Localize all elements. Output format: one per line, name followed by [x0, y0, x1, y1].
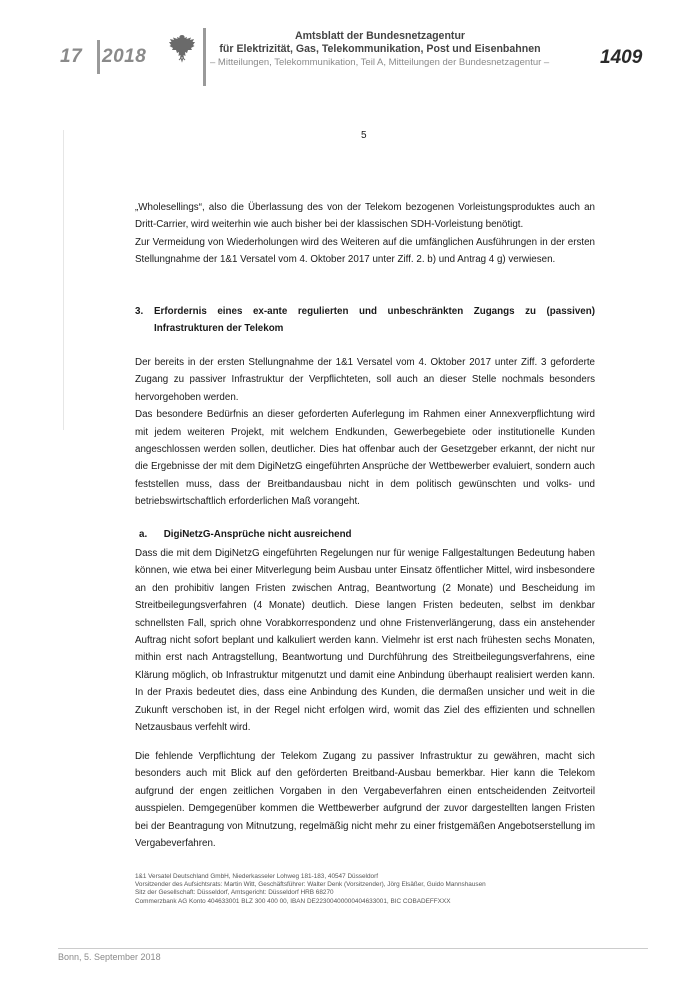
company-footer — [135, 873, 535, 906]
subsection-a-paragraph-1: Dass die mit dem DigiNetzG eingeführten Regelungen nur für wenige Fallgestaltungen Bedeutung haben können, wie etwa bei einer Mitverlegung beim Ausbau unter Einsatz öffentlicher Mittel, wird insbesondere an den prohibitiv langen Fristen zwischen Antrag, Beantwortung (2 Monate) und Bescheidung im Streitbeilegungsverfahren (4 Monate) deutlich. Diese langen Fristen bedeuten, selbst im denkbar schnellsten Fall, sprich ohne Vorabkorrespondenz und ohne Fristenverlängerung, dass ein anstehender Auftrag nicht sofort beplant und kalkuliert werden kann. Vielmehr ist erst nach frühesten sechs Monaten, mithin erst nach Antragstellung, Beantwortung und Durchführung des Streitbeilegungsverfahrens, eine Klärung möglich, ob Infrastruktur mitgenutzt und damit eine Anbindung überhaupt realisiert werden kann. In der Praxis bedeutet dies, dass eine Anbindung des Kunden, die dermaßen unsicher und weit in die Zukunft verschoben ist, in der Regel nicht erfolgen wird, womit das Ziel des effizienten und schnellen Netzausbaus verfehlt wird. — [135, 548, 595, 734]
company-footer-line3: Sitz der Gesellschaft: Düsseldorf, Amtsgericht: Düsseldorf HRB 68270 — [135, 889, 334, 897]
section-3-paragraph-1: Der bereits in der ersten Stellungnahme der 1&1 Versatel vom 4. Oktober 2017 unter Ziff. 3 geforderte Zugang zu passiver Infrastruktur der Verpflichteten, soll auch an dieser Stelle nochmals besonders hervorgehoben werden. — [135, 357, 595, 403]
section-3-body — [135, 354, 595, 511]
intro-paragraph: „Wholesellings“, also die Überlassung des von der Telekom bezogenen Vorleistungsproduktes auch an Dritt-Carrier, wird weiterhin wie auch bisher bei der klassischen SDH-Vorleistung benötigt. — [135, 202, 595, 231]
section-3-number: 3. — [135, 306, 144, 317]
subsection-a-title: DigiNetzG-Ansprüche nicht ausreichend — [163, 529, 352, 540]
subsection-a-paragraph-2: Die fehlende Verpflichtung der Telekom Zugang zu passiver Infrastruktur zu gewähren, macht sich besonders auch mit Blick auf den geförderten Breitband-Ausbau bemerkbar. Hier kann die Telekom aufgrund der engen zeitlichen Vorgaben in den Vergabeverfahren einen entscheidenden Zeitvorteil ausspielen. Demgegenüber kommen die Wettbewerber aufgrund der zuvor dargestellten langen Fristen bei der Beantragung von Mitnutzung, regelmäßig nicht mehr zu einer fristgemäßen Angebotserstellung im Vergabeverfahren. — [135, 751, 595, 850]
company-footer-line4: Commerzbank AG Konto 404633001 BLZ 300 400 00, IBAN DE22300400000404633001, BIC COBADEFFXXX — [135, 897, 451, 905]
page-number: 1409 — [600, 47, 643, 68]
scan-margin-line — [63, 130, 64, 430]
company-footer-line2: Vorsitzender des Aufsichtsrats: Martin Witt, Geschäftsführer: Walter Denk (Vorsitzender), Jörg Elsäßer, Guido Mannshausen — [135, 881, 486, 889]
federal-eagle-icon — [168, 33, 196, 63]
section-3-paragraph-2: Das besondere Bedürfnis an dieser geforderten Auferlegung im Rahmen einer Annexverpflichtung wird mit jedem weiteren Projekt, mit welchem Endkunden, Gewerbegebiete oder institutionelle Kunden angeschlossen werden sollen, deutlicher. Dies hat offenbar auch der Gesetzgeber erkannt, der nicht nur die Ergebnisse der mit dem DigiNetzG eingeführten Ansprüche der Wettbewerber evaluiert, sondern auch feststellen muss, dass der Breitbandausbau nicht in dem politisch gewünschten und volks- und betriebswirtschaftlich erforderlichen Maß vorangeht. — [135, 409, 595, 508]
section-3-heading — [135, 303, 595, 338]
subsection-a-number: a. — [139, 529, 148, 540]
intro-block — [135, 199, 595, 269]
intro-paragraph-2: Zur Vermeidung von Wiederholungen wird des Weiteren auf die umfänglichen Ausführungen in der ersten Stellungnahme der 1&1 Versatel vom 4. Oktober 2017 unter Ziff. 2. b) und Antrag 4 g) verwiesen. — [135, 236, 595, 266]
subsection-a-body-2 — [135, 748, 595, 852]
footer-date: Bonn, 5. September 2018 — [58, 952, 161, 962]
issue-year: 2018 — [102, 46, 147, 67]
subsection-a-heading — [139, 529, 352, 540]
header-divider-2 — [203, 28, 206, 86]
gazette-title-line2: für Elektrizität, Gas, Telekommunikation, Post und Eisenbahnen — [219, 42, 541, 55]
inner-page-number: 5 — [361, 130, 367, 141]
subsection-a-body — [135, 545, 595, 736]
company-footer-line1: 1&1 Versatel Deutschland GmbH, Niederkasseler Lohweg 181-183, 40547 Düsseldorf — [135, 873, 378, 880]
gazette-subtitle: – Mitteilungen, Telekommunikation, Teil A, Mitteilungen der Bundesnetzagentur – — [210, 57, 550, 68]
footer-divider — [58, 948, 648, 949]
section-3-title: Erfordernis eines ex-ante regulierten und unbeschränkten Zugangs zu (passiven) Infrastrukturen der Telekom — [154, 306, 595, 335]
gazette-title-line1: Amtsblatt der Bundesnetzagentur — [294, 30, 466, 42]
issue-label: 17 — [60, 46, 83, 67]
gazette-title — [215, 30, 545, 55]
header-divider — [97, 40, 100, 74]
